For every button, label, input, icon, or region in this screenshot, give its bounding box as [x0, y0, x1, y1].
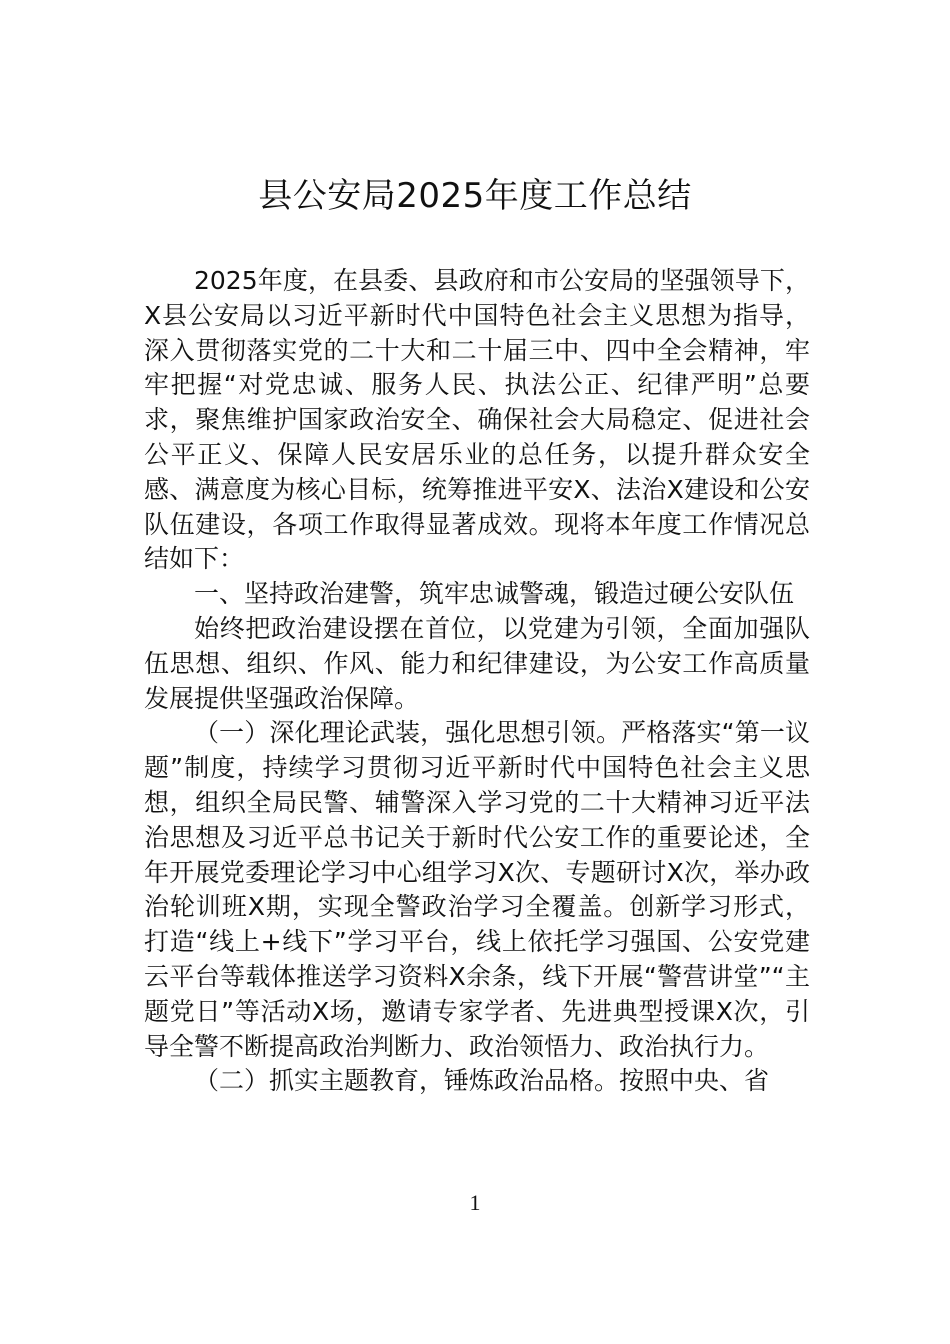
subsection-1-paragraph: （一）深化理论武装，强化思想引领。严格落实“第一议题”制度，持续学习贯彻习近平新时代中国特色社会主义思想，组织全局民警、辅警深入学习党的二十大精神习近平法治思想及习近平总书记关于新时代公安工作的重要论述，全年开展党委理论学习中心组学习X次、专题研讨X次，举办政治轮训班X期，实现全警政治学习全覆盖。创新学习形式，打造“线上+线下”学习平台，线上依托学习强国、公安党建云平台等载体推送学习资料X余条，线下开展“警营讲堂”“主题党日”等活动X场，邀请专家学者、先进典型授课X次，引导全警不断提高政治判断力、政治领悟力、政治执行力。: [144, 718, 810, 1061]
intro-paragraph: 2025年度，在县委、县政府和市公安局的坚强领导下，X县公安局以习近平新时代中国特色社会主义思想为指导，深入贯彻落实党的二十大和二十届三中、四中全会精神，牢牢把握“对党忠诚、服务人民、执法公正、纪律严明”总要求，聚焦维护国家政治安全、确保社会大局稳定、促进社会公平正义、保障人民安居乐业的总任务，以提升群众安全感、满意度为核心目标，统筹推进平安X、法治X建设和公安队伍建设，各项工作取得显著成效。现将本年度工作情况总结如下：: [144, 266, 810, 574]
document-body: [144, 264, 810, 1099]
subsection-2-paragraph: （二）抓实主题教育，锤炼政治品格。按照中央、省: [194, 1066, 770, 1096]
document-title: 县公安局2025年度工作总结: [258, 176, 692, 216]
section-heading-1: 一、坚持政治建警，筑牢忠诚警魂，锻造过硬公安队伍: [194, 579, 795, 609]
section-1-intro-paragraph: 始终把政治建设摆在首位，以党建为引领，全面加强队伍思想、组织、作风、能力和纪律建设，为公安工作高质量发展提供坚强政治保障。: [144, 613, 810, 713]
page-number: 1: [469, 1190, 481, 1215]
